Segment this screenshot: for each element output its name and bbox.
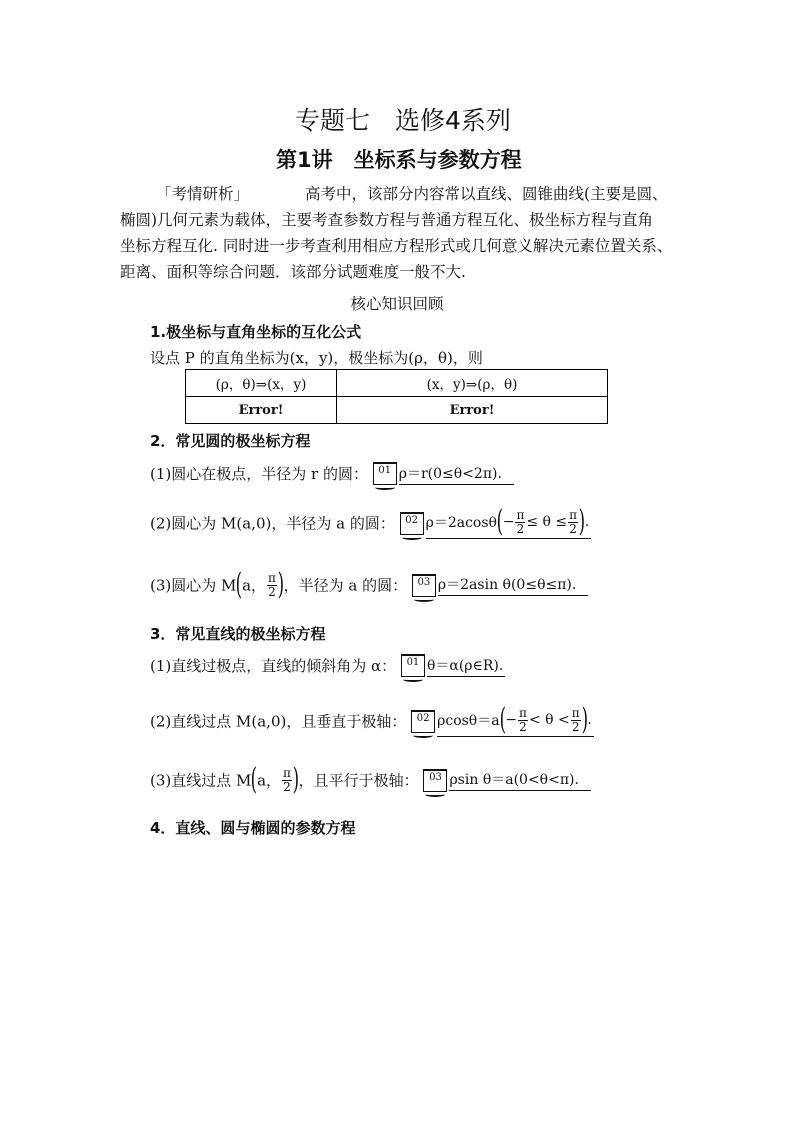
line-item-2 xyxy=(150,702,594,737)
circle-item-3-text: a， xyxy=(242,576,267,595)
answer-blank xyxy=(411,702,594,737)
fraction-numerator: π xyxy=(569,507,578,522)
section-4-heading: 4．直线、圆与椭圆的参数方程 xyxy=(150,819,356,837)
table-header-row xyxy=(186,370,608,397)
answer-part: − xyxy=(502,514,515,530)
left-paren-icon: ( xyxy=(499,702,506,737)
fraction-numerator: π xyxy=(571,705,580,720)
answer-part: < θ < xyxy=(528,712,570,728)
table-cell: Error! xyxy=(186,397,337,424)
page-title: 专题七 选修4系列 xyxy=(295,106,511,135)
line-item-3-text: a， xyxy=(257,771,282,790)
answer-blank xyxy=(400,504,592,539)
answer-part: − xyxy=(505,712,518,728)
answer-text: ρ＝r(0≤θ<2π)． xyxy=(399,463,514,485)
section-1-line: 设点 P 的直角坐标为(x，y)，极坐标为(ρ，θ)，则 xyxy=(150,349,483,367)
fraction-denominator: 2 xyxy=(571,719,580,734)
fraction-numerator: π xyxy=(516,507,525,522)
answer-part: ≤ θ ≤ xyxy=(526,514,568,530)
intro-text-3: 坐标方程互化. 同时进一步考查利用相应方程形式或几何意义解决元素位置关系、 xyxy=(120,237,673,255)
answer-blank xyxy=(412,574,588,597)
table-cell: Error! xyxy=(337,397,608,424)
section-2-heading: 2．常见圆的极坐标方程 xyxy=(150,432,311,450)
answer-text: ρsin θ＝a(0<θ<π)． xyxy=(449,769,590,791)
line-item-2-text: (2)直线过点 M(a,0)，且垂直于极轴： xyxy=(150,712,407,731)
fraction-denominator: 2 xyxy=(516,521,525,536)
fraction-numerator: π xyxy=(283,765,291,780)
fraction xyxy=(515,509,525,536)
fraction-denominator: 2 xyxy=(569,521,577,536)
review-heading: 核心知识回顾 xyxy=(350,295,444,313)
answer-text xyxy=(437,702,594,737)
table-header-cell: (ρ，θ)⇒(x，y) xyxy=(186,370,337,397)
fraction-denominator: 2 xyxy=(268,584,276,599)
fraction-denominator: 2 xyxy=(519,719,527,734)
line-item-1-text: (1)直线过极点，直线的倾斜角为 α： xyxy=(150,657,397,675)
circle-item-3-text: (3)圆心为 M xyxy=(150,576,237,595)
line-item-1 xyxy=(150,654,505,677)
answer-text xyxy=(425,504,592,539)
conversion-table xyxy=(185,369,608,424)
right-paren-icon: ) xyxy=(581,702,588,737)
answer-number-badge: 01 xyxy=(373,462,397,485)
circle-item-2 xyxy=(150,504,591,539)
left-paren-icon: ( xyxy=(496,504,504,539)
left-paren-icon: ( xyxy=(251,762,258,797)
intro-tag: 「考情研析」 xyxy=(156,185,250,203)
intro-text-2: 椭圆)几何元素为载体，主要考查参数方程与普通方程互化、极坐标方程与直角 xyxy=(120,211,654,229)
answer-part: . xyxy=(584,514,590,530)
line-item-3-text: (3)直线过点 M xyxy=(150,771,252,790)
fraction xyxy=(568,509,578,536)
intro-paragraph xyxy=(120,181,680,285)
answer-blank xyxy=(401,654,505,677)
section-3-heading: 3．常见直线的极坐标方程 xyxy=(150,625,326,643)
fraction xyxy=(571,707,581,734)
fraction-numerator: π xyxy=(519,705,527,720)
table-row xyxy=(186,397,608,424)
answer-number-badge: 01 xyxy=(401,654,425,677)
answer-number-badge: 02 xyxy=(400,512,424,535)
circle-item-3-text: ，半径为 a 的圆： xyxy=(283,576,408,595)
table-header-cell: (x，y)⇒(ρ，θ) xyxy=(337,370,608,397)
answer-part: . xyxy=(587,712,592,728)
left-paren-icon: ( xyxy=(236,567,243,602)
right-paren-icon: ) xyxy=(578,504,586,539)
answer-number-badge: 02 xyxy=(411,710,435,733)
line-item-3 xyxy=(150,762,591,797)
answer-text: ρ＝2asin θ(0≤θ≤π)． xyxy=(438,574,588,596)
line-item-3-text: ，且平行于极轴： xyxy=(298,771,419,790)
circle-item-2-text: (2)圆心为 M(a,0)，半径为 a 的圆： xyxy=(150,514,395,533)
answer-part: ρcosθ＝a xyxy=(437,713,500,729)
right-paren-icon: ) xyxy=(277,567,285,602)
intro-text-1: 高考中，该部分内容常以直线、圆锥曲线(主要是圆、 xyxy=(305,185,668,203)
circle-item-1-text: (1)圆心在极点，半径为 r 的圆： xyxy=(150,465,368,483)
fraction xyxy=(267,572,277,599)
answer-blank xyxy=(423,769,590,792)
lecture-title: 第1讲 坐标系与参数方程 xyxy=(276,148,522,172)
intro-text-4: 距离、面积等综合问题．该部分试题难度一般不大. xyxy=(120,263,466,281)
answer-text: θ＝α(ρ∈R). xyxy=(427,655,505,677)
fraction-numerator: π xyxy=(268,570,276,585)
section-1-heading: 1.极坐标与直角坐标的互化公式 xyxy=(150,323,362,341)
answer-blank xyxy=(373,462,514,485)
circle-item-3 xyxy=(150,567,588,602)
answer-number-badge: 03 xyxy=(423,769,447,792)
right-paren-icon: ) xyxy=(292,762,300,797)
fraction xyxy=(518,707,528,734)
circle-item-1 xyxy=(150,462,514,485)
fraction-denominator: 2 xyxy=(283,779,291,794)
answer-part: ρ＝2acosθ xyxy=(425,515,497,531)
fraction xyxy=(282,767,292,794)
answer-number-badge: 03 xyxy=(412,574,436,597)
